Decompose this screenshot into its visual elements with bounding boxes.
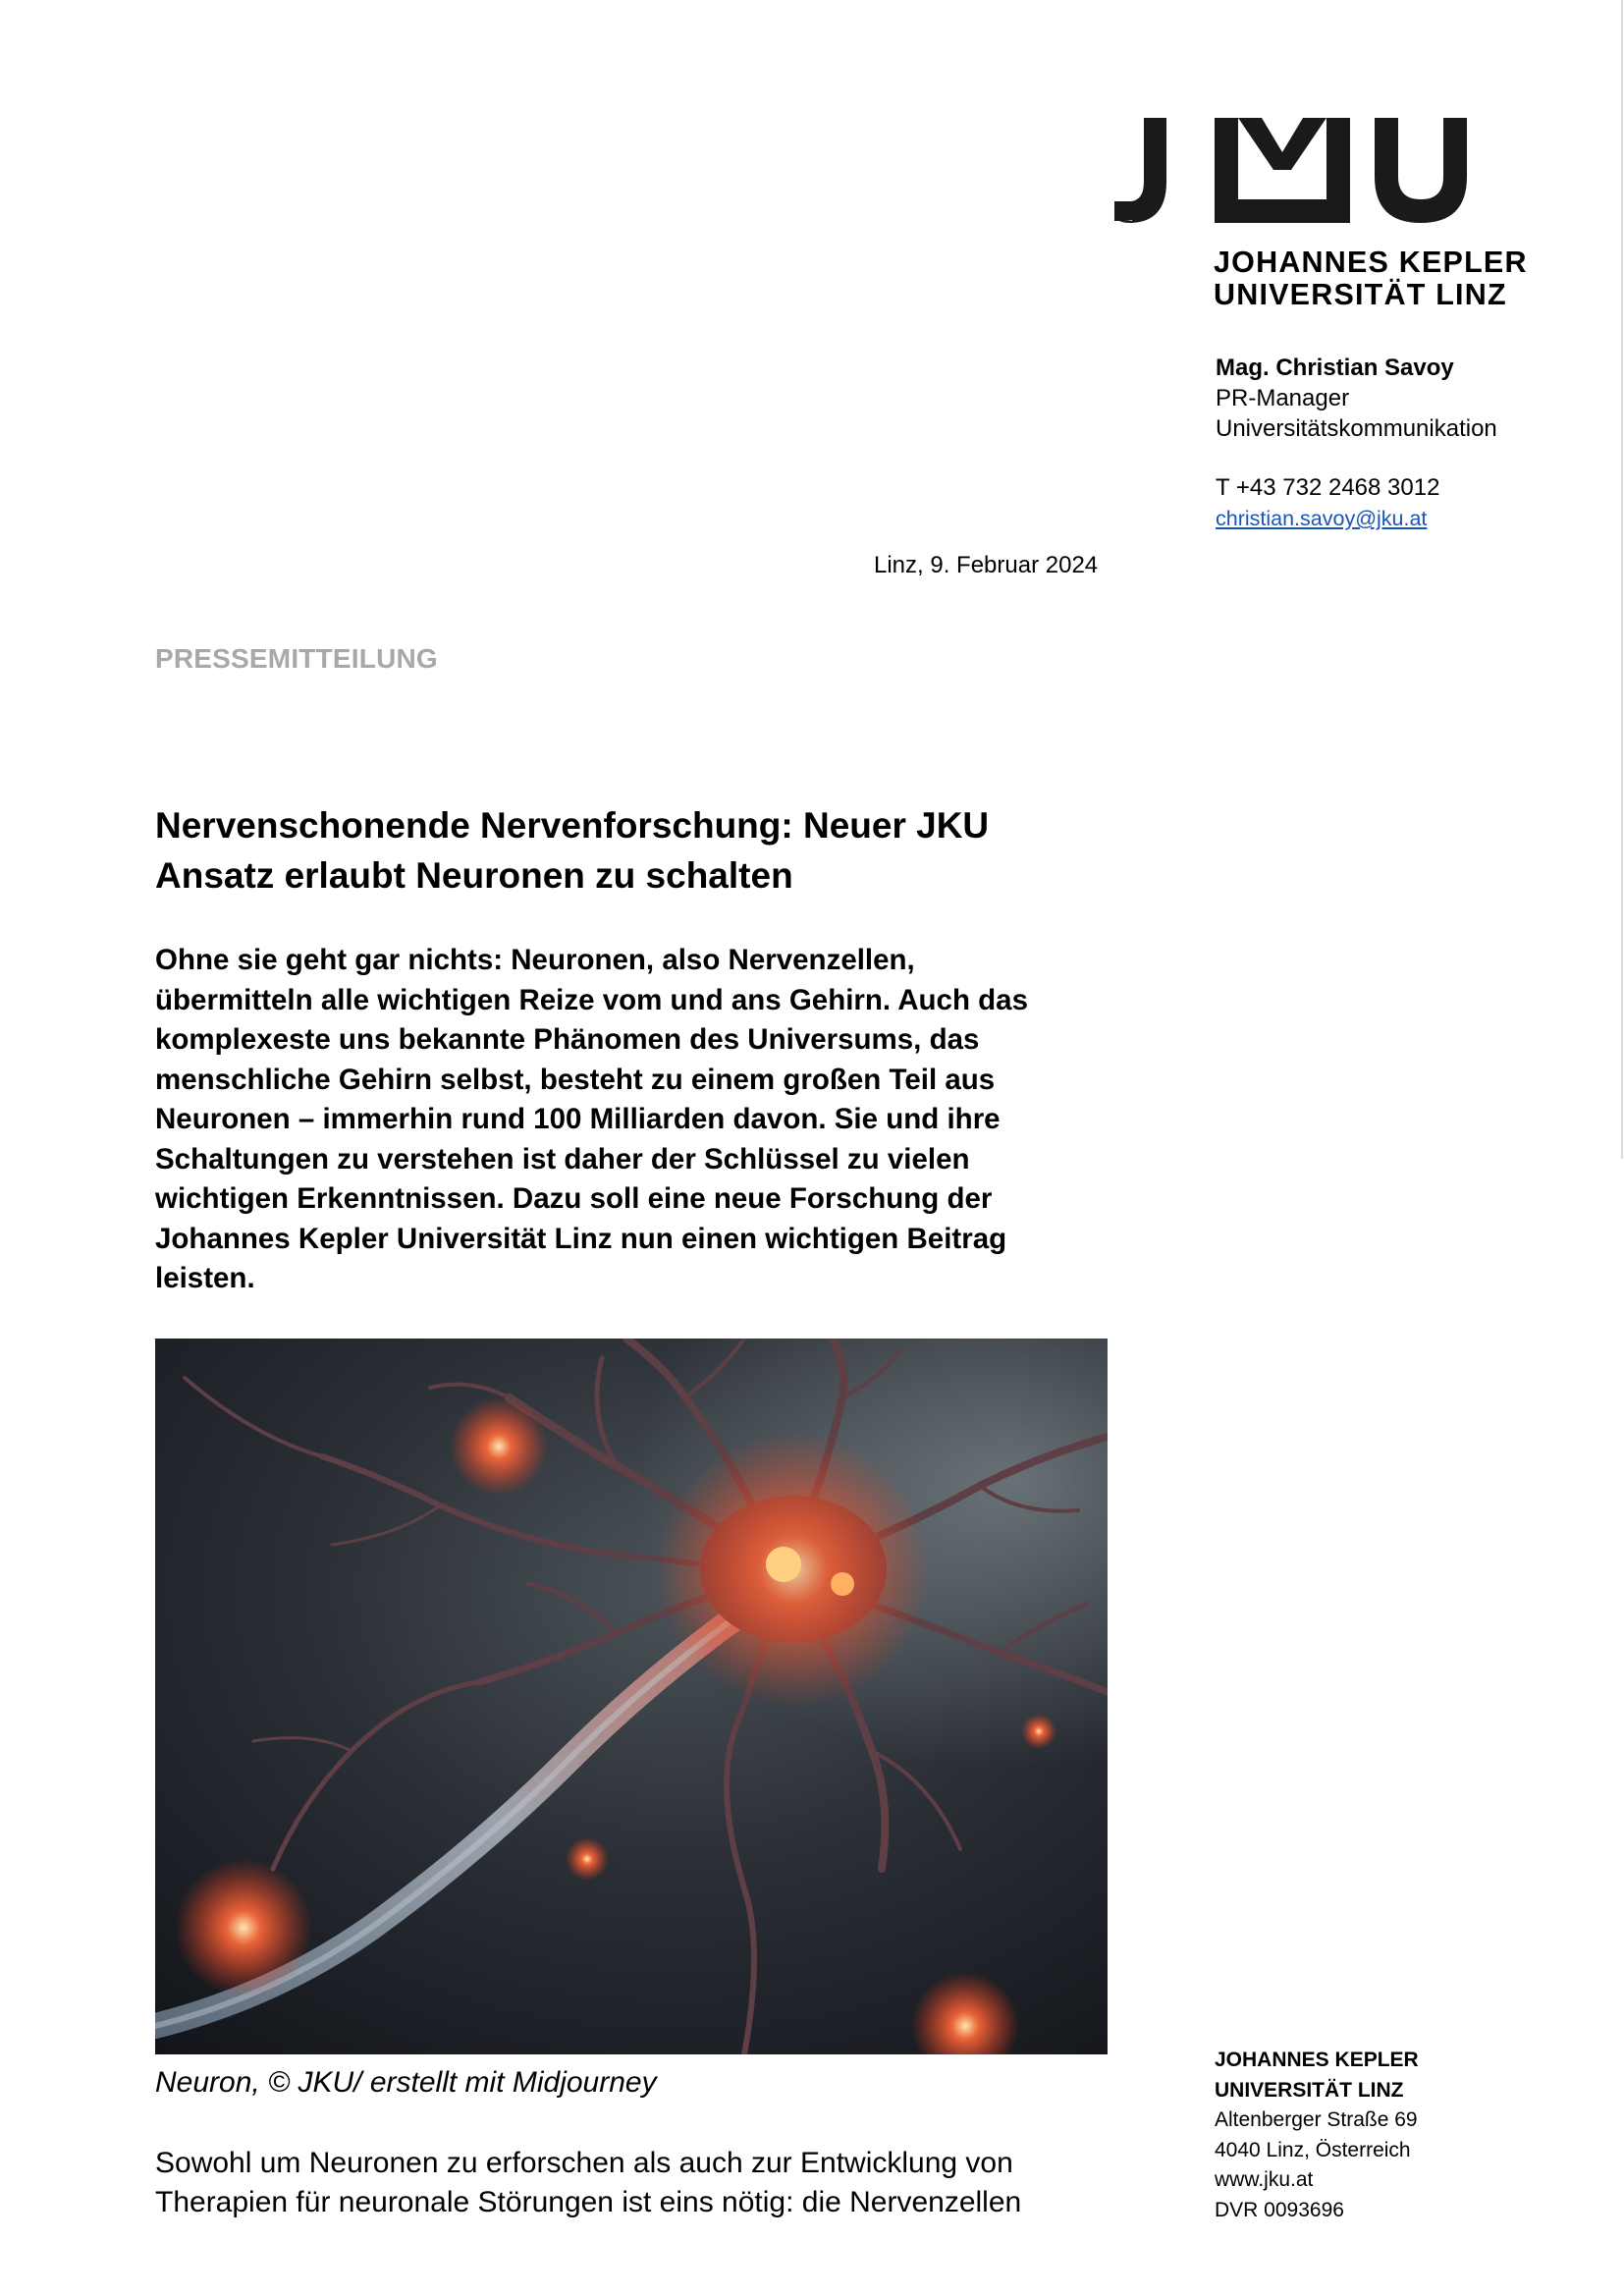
lead-line: Schaltungen zu verstehen ist daher der Schlüssel zu vielen [155,1142,970,1175]
neuron-illustration [155,1339,1108,2054]
page-edge-line [1621,0,1623,1159]
lead-line: leisten. [155,1262,255,1294]
lead-line: Johannes Kepler Universität Linz nun einen wichtigen Beitrag [155,1222,1007,1255]
lead-line: übermitteln alle wichtigen Reize vom und ans Gehirn. Auch das [155,983,1028,1016]
contact-role: PR-Manager [1216,385,1350,411]
lead-paragraph [155,941,1117,1299]
lead-line: menschliche Gehirn selbst, besteht zu einem großen Teil aus [155,1063,996,1096]
lead-line: Ohne sie geht gar nichts: Neuronen, also Nervenzellen, [155,944,915,976]
headline-line: Nervenschonende Nervenforschung: Neuer JKU [155,805,990,846]
footer-address [1215,2046,1419,2225]
contact-spacer [1216,444,1497,472]
logo-name-line-1: JOHANNES KEPLER [1214,246,1528,279]
release-date: Linz, 9. Februar 2024 [874,552,1099,578]
neuron-image [155,1339,1108,2054]
footer-name-line-1: JOHANNES KEPLER [1215,2049,1419,2071]
image-caption: Neuron, © JKU/ erstellt mit Midjourney [155,2066,657,2099]
lead-line: Neuronen – immerhin rund 100 Milliarden davon. Sie und ihre [155,1103,1001,1135]
document-type-label: PRESSEMITTEILUNG [155,643,438,674]
body-line: Therapien für neuronale Störungen ist eins nötig: die Nervenzellen [155,2186,1022,2218]
contact-email-link[interactable]: christian.savoy@jku.at [1216,507,1428,530]
body-line: Sowohl um Neuronen zu erforschen als auch zur Entwicklung von [155,2147,1013,2179]
footer-dvr: DVR 0093696 [1215,2198,1344,2221]
lead-line: komplexeste uns bekannte Phänomen des Universums, das [155,1023,980,1056]
contact-block [1216,353,1497,534]
footer-city: 4040 Linz, Österreich [1215,2138,1411,2161]
lead-line: wichtigen Erkenntnissen. Dazu soll eine neue Forschung der [155,1182,993,1215]
jku-logo [1114,113,1528,311]
headline [155,800,1137,901]
logo-name-line-2: UNIVERSITÄT LINZ [1214,278,1507,311]
jku-logo-mark [1114,113,1517,231]
footer-name-line-2: UNIVERSITÄT LINZ [1215,2078,1404,2102]
headline-line: Ansatz erlaubt Neuronen zu schalten [155,855,793,896]
footer-website-link[interactable]: www.jku.at [1215,2168,1314,2191]
footer-street: Altenberger Straße 69 [1215,2108,1418,2131]
contact-name: Mag. Christian Savoy [1216,355,1454,381]
contact-phone: T +43 732 2468 3012 [1216,474,1440,501]
body-paragraph [155,2144,1117,2222]
contact-department: Universitätskommunikation [1216,415,1497,442]
